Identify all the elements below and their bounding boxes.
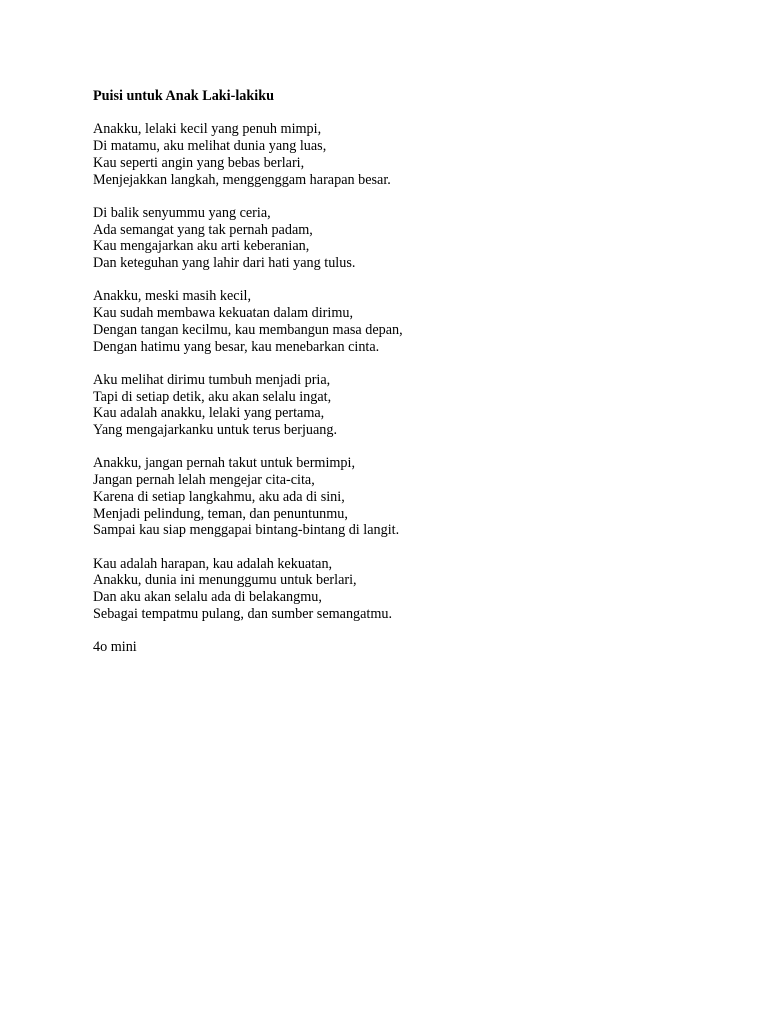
poem-line: Aku melihat dirimu tumbuh menjadi pria,: [93, 371, 331, 388]
poem-line: Kau seperti angin yang bebas berlari,: [93, 154, 305, 171]
poem-stanza-2: [93, 205, 733, 272]
poem-line: Anakku, meski masih kecil,: [93, 288, 252, 305]
poem-line: Anakku, dunia ini menunggumu untuk berlari,: [93, 572, 357, 589]
poem-line: Di balik senyummu yang ceria,: [93, 204, 271, 221]
poem-line: Sampai kau siap menggapai bintang-bintang di langit.: [93, 522, 400, 539]
poem-line: Kau adalah harapan, kau adalah kekuatan,: [93, 555, 333, 572]
poem-stanza-5: [93, 455, 733, 539]
poem-title: Puisi untuk Anak Laki-lakiku: [93, 88, 274, 104]
poem-stanza-4: [93, 372, 733, 439]
poem-line: Anakku, lelaki kecil yang penuh mimpi,: [93, 121, 322, 138]
poem-line: Yang mengajarkanku untuk terus berjuang.: [93, 422, 338, 438]
poem-stanza-1: [93, 121, 733, 188]
poem-line: Dengan hatimu yang besar, kau menebarkan cinta.: [93, 338, 380, 355]
poem-line: Ada semangat yang tak pernah padam,: [93, 221, 313, 238]
poem-line: Sebagai tempatmu pulang, dan sumber semangatmu.: [93, 605, 393, 622]
poem-stanza-6: [93, 556, 733, 623]
poem-line: Kau adalah anakku, lelaki yang pertama,: [93, 405, 325, 422]
poem-stanza-3: [93, 288, 733, 355]
poem-line: Dan keteguhan yang lahir dari hati yang tulus.: [93, 255, 356, 271]
poem-line: Tapi di setiap detik, aku akan selalu ingat,: [93, 388, 332, 405]
poem-body: [93, 88, 733, 656]
poem-stanzas: [93, 121, 733, 622]
poem-line: Anakku, jangan pernah takut untuk bermimpi,: [93, 455, 356, 472]
poem-line: Karena di setiap langkahmu, aku ada di sini,: [93, 488, 345, 505]
poem-line: Kau sudah membawa kekuatan dalam dirimu,: [93, 305, 354, 322]
poem-line: Menjejakkan langkah, menggenggam harapan besar.: [93, 171, 391, 188]
poem-line: Dengan tangan kecilmu, kau membangun masa depan,: [93, 321, 403, 338]
model-label: 4o mini: [93, 639, 137, 656]
poem-line: Menjadi pelindung, teman, dan penuntunmu,: [93, 505, 348, 522]
poem-line: Di matamu, aku melihat dunia yang luas,: [93, 138, 327, 155]
poem-line: Kau mengajarkan aku arti keberanian,: [93, 238, 310, 255]
poem-line: Dan aku akan selalu ada di belakangmu,: [93, 589, 322, 605]
poem-line: Jangan pernah lelah mengejar cita-cita,: [93, 472, 315, 489]
